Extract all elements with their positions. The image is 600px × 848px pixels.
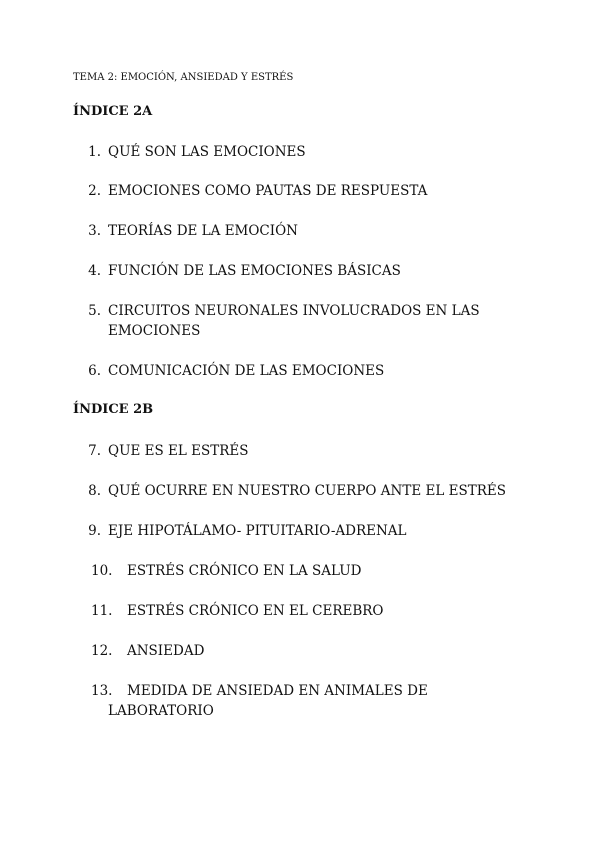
toc-item-text: ESTRÉS CRÓNICO EN EL CEREBRO bbox=[127, 603, 384, 619]
toc-item-text: ANSIEDAD bbox=[127, 643, 205, 659]
toc-item-text: QUE ES EL ESTRÉS bbox=[108, 443, 249, 459]
toc-item-number: 12. bbox=[91, 643, 113, 659]
toc-item-text: EJE HIPOTÁLAMO- PITUITARIO-ADRENAL bbox=[108, 523, 407, 539]
toc-item-number: 2. bbox=[88, 183, 101, 199]
toc-item-number: 9. bbox=[88, 523, 101, 539]
document-header: TEMA 2: EMOCIÓN, ANSIEDAD Y ESTRÉS bbox=[73, 72, 294, 83]
toc-item-number: 5. bbox=[88, 303, 101, 319]
toc-item-number: 3. bbox=[88, 223, 101, 239]
toc-item-text: COMUNICACIÓN DE LAS EMOCIONES bbox=[108, 363, 385, 379]
section-title-2b: ÍNDICE 2B bbox=[73, 402, 154, 417]
toc-item-text: QUÉ SON LAS EMOCIONES bbox=[108, 144, 306, 160]
toc-item-number: 10. bbox=[91, 563, 113, 579]
toc-item-text: ESTRÉS CRÓNICO EN LA SALUD bbox=[127, 563, 362, 579]
toc-item-text: EMOCIONES COMO PAUTAS DE RESPUESTA bbox=[108, 183, 428, 199]
toc-item-continuation: EMOCIONES bbox=[108, 323, 201, 339]
toc-item-number: 4. bbox=[88, 263, 101, 279]
toc-item-text: MEDIDA DE ANSIEDAD EN ANIMALES DE bbox=[127, 683, 428, 699]
toc-item-text: FUNCIÓN DE LAS EMOCIONES BÁSICAS bbox=[108, 263, 401, 279]
toc-item-number: 1. bbox=[88, 144, 101, 160]
toc-item-number: 6. bbox=[88, 363, 101, 379]
toc-item-text: CIRCUITOS NEURONALES INVOLUCRADOS EN LAS bbox=[108, 303, 480, 319]
toc-item-number: 7. bbox=[88, 443, 101, 459]
toc-item-text: TEORÍAS DE LA EMOCIÓN bbox=[108, 223, 298, 239]
toc-item-text: QUÉ OCURRE EN NUESTRO CUERPO ANTE EL ESTRÉS bbox=[108, 483, 506, 499]
toc-item-continuation: LABORATORIO bbox=[108, 703, 214, 719]
toc-item-number: 8. bbox=[88, 483, 101, 499]
toc-item-number: 11. bbox=[91, 603, 113, 619]
section-title-2a: ÍNDICE 2A bbox=[73, 104, 153, 119]
toc-item-number: 13. bbox=[91, 683, 113, 699]
